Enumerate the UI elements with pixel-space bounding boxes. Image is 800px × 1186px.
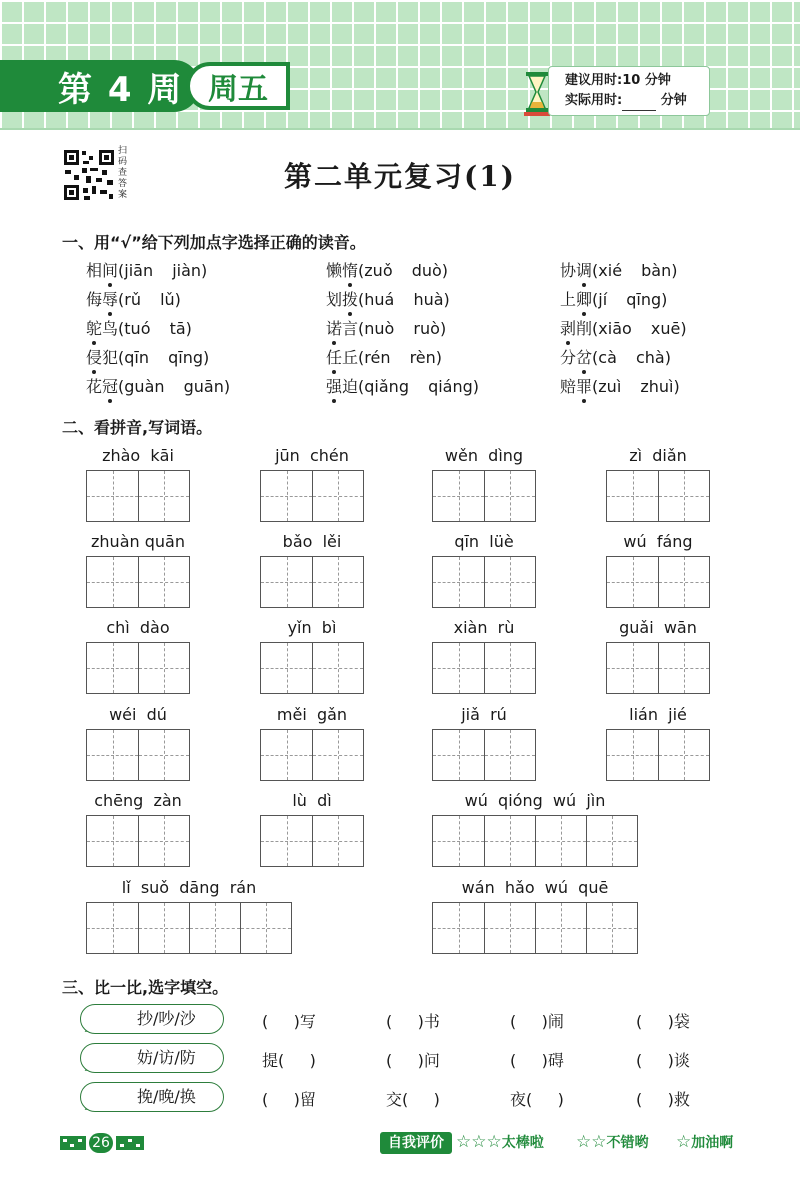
writing-cell[interactable] xyxy=(240,903,291,953)
writing-cell[interactable] xyxy=(535,903,586,953)
pronunciation-item[interactable] xyxy=(86,345,209,368)
fill-blank[interactable]: ( )闹 xyxy=(510,1012,564,1031)
page-number-badge xyxy=(60,1132,144,1154)
pinyin-label: lián jié xyxy=(629,705,687,724)
pronunciation-item[interactable] xyxy=(86,316,192,339)
pronunciation-item[interactable] xyxy=(86,374,230,397)
eval-level-2-label: 不错哟 xyxy=(606,1135,649,1151)
writing-grid[interactable] xyxy=(432,729,536,781)
writing-grid[interactable] xyxy=(86,729,190,781)
writing-cell[interactable] xyxy=(189,903,240,953)
pinyin-options[interactable]: (xié bàn) xyxy=(592,261,678,280)
writing-cell[interactable] xyxy=(138,730,189,780)
word-suffix: 削 xyxy=(576,319,593,338)
fill-blank[interactable]: 提( ) xyxy=(262,1051,316,1070)
writing-cell[interactable] xyxy=(607,730,658,780)
writing-cell[interactable] xyxy=(138,816,189,866)
star-icon: ☆☆☆ xyxy=(456,1132,502,1152)
word-suffix: 鸟 xyxy=(102,319,119,338)
pinyin-options[interactable]: (qīn qīng) xyxy=(118,348,210,367)
pronunciation-item[interactable] xyxy=(86,287,181,310)
writing-cell[interactable] xyxy=(484,643,535,693)
pinyin-label: chì dào xyxy=(106,618,170,637)
pinyin-label: jiǎ rú xyxy=(461,705,507,724)
writing-grid[interactable] xyxy=(86,470,190,522)
pinyin-label: wú qióng wú jìn xyxy=(464,791,606,810)
writing-cell[interactable] xyxy=(312,730,363,780)
writing-grid[interactable] xyxy=(260,556,364,608)
pinyin-label: yǐn bì xyxy=(287,618,337,637)
writing-cell[interactable] xyxy=(312,471,363,521)
writing-grid[interactable] xyxy=(432,815,638,867)
word-prefix: 分 xyxy=(560,348,577,367)
writing-grid[interactable] xyxy=(606,729,710,781)
fill-blank[interactable]: ( )救 xyxy=(636,1090,690,1109)
eval-level-3-label: 加油啊 xyxy=(691,1135,734,1151)
dotted-char: 诺 xyxy=(326,316,342,339)
dotted-char: 任 xyxy=(326,345,342,368)
pronunciation-item[interactable] xyxy=(560,316,687,339)
writing-cell[interactable] xyxy=(535,816,586,866)
fill-blank[interactable]: ( )写 xyxy=(262,1012,316,1031)
writing-grid[interactable] xyxy=(86,902,292,954)
word-prefix: 赔 xyxy=(560,377,577,396)
dotted-char: 侵 xyxy=(86,345,102,368)
writing-cell[interactable] xyxy=(261,557,312,607)
char-options: 妨/访/防 xyxy=(80,1043,224,1073)
writing-grid[interactable] xyxy=(432,902,638,954)
char-options: 挽/晚/换 xyxy=(80,1082,224,1112)
writing-cell[interactable] xyxy=(484,903,535,953)
char-options: 抄/吵/沙 xyxy=(80,1004,224,1034)
dotted-char: 卿 xyxy=(576,287,592,310)
pinyin-label: qīn lüè xyxy=(454,532,514,551)
actual-time-blank[interactable] xyxy=(622,97,656,111)
writing-cell[interactable] xyxy=(87,730,138,780)
pronunciation-item[interactable] xyxy=(326,345,442,368)
word-prefix: 花 xyxy=(86,377,103,396)
writing-cell[interactable] xyxy=(312,816,363,866)
writing-cell[interactable] xyxy=(607,643,658,693)
actual-time-label: 实际用时: xyxy=(565,93,623,108)
pinyin-options[interactable]: (qiǎng qiáng) xyxy=(358,377,480,396)
hourglass-icon xyxy=(524,72,550,116)
writing-cell[interactable] xyxy=(433,903,484,953)
fill-blank[interactable]: ( )书 xyxy=(386,1012,440,1031)
actual-time-unit: 分钟 xyxy=(660,93,687,108)
pinyin-options[interactable]: (jí qīng) xyxy=(592,290,668,309)
writing-cell[interactable] xyxy=(138,557,189,607)
pinyin-options[interactable]: (nuò ruò) xyxy=(358,319,447,338)
pinyin-options[interactable]: (tuó tā) xyxy=(118,319,192,338)
writing-cell[interactable] xyxy=(87,471,138,521)
pinyin-label: lù dì xyxy=(292,791,332,810)
time-box xyxy=(548,66,710,116)
dotted-char: 鸵 xyxy=(86,316,102,339)
writing-cell[interactable] xyxy=(87,643,138,693)
eval-level-3[interactable] xyxy=(676,1132,733,1152)
writing-cell[interactable] xyxy=(484,557,535,607)
pinyin-label: wéi dú xyxy=(109,705,167,724)
writing-grid[interactable] xyxy=(86,642,190,694)
pinyin-label: bǎo lěi xyxy=(282,532,342,551)
writing-cell[interactable] xyxy=(87,816,138,866)
dotted-char: 岔 xyxy=(576,345,592,368)
star-icon: ☆ xyxy=(676,1132,692,1152)
qr-caption: 扫码查答案 xyxy=(118,146,128,200)
pinyin-options[interactable]: (zuǒ duò) xyxy=(358,261,449,280)
pinyin-label: wěn dìng xyxy=(444,446,524,465)
pronunciation-item[interactable] xyxy=(326,316,446,339)
word-suffix: 迫 xyxy=(342,377,359,396)
writing-grid[interactable] xyxy=(86,815,190,867)
section3-title: 三、比一比,选字填空。 xyxy=(62,978,229,997)
pronunciation-item[interactable] xyxy=(560,258,677,281)
section1-title: 一、用“√”给下列加点字选择正确的读音。 xyxy=(62,233,366,252)
pronunciation-item[interactable] xyxy=(326,258,448,281)
page-number: 26 xyxy=(89,1133,113,1153)
writing-cell[interactable] xyxy=(433,643,484,693)
fill-blank[interactable]: ( )问 xyxy=(386,1051,440,1070)
eval-level-1-label: 太棒啦 xyxy=(501,1135,544,1151)
dotted-char: 辱 xyxy=(102,287,118,310)
word-prefix: 相 xyxy=(86,261,103,280)
pinyin-label: xiàn rù xyxy=(453,618,515,637)
writing-cell[interactable] xyxy=(586,816,637,866)
dotted-char: 惰 xyxy=(342,258,358,281)
writing-cell[interactable] xyxy=(658,557,709,607)
pinyin-options[interactable]: (xiāo xuē) xyxy=(592,319,687,338)
word-prefix: 上 xyxy=(560,290,577,309)
writing-cell[interactable] xyxy=(658,643,709,693)
word-prefix: 懒 xyxy=(326,261,343,280)
pronunciation-item[interactable] xyxy=(560,345,671,368)
writing-cell[interactable] xyxy=(586,903,637,953)
pinyin-options[interactable]: (zuì zhuì) xyxy=(592,377,680,396)
word-suffix: 言 xyxy=(342,319,359,338)
writing-grid[interactable] xyxy=(432,470,536,522)
writing-grid[interactable] xyxy=(606,556,710,608)
word-suffix: 犯 xyxy=(102,348,119,367)
dotted-char: 剥 xyxy=(560,316,576,339)
dotted-char: 冠 xyxy=(102,374,118,397)
dotted-char: 强 xyxy=(326,374,342,397)
dotted-char: 间 xyxy=(102,258,118,281)
writing-cell[interactable] xyxy=(433,730,484,780)
pronunciation-item[interactable] xyxy=(326,287,450,310)
writing-cell[interactable] xyxy=(484,730,535,780)
writing-cell[interactable] xyxy=(87,557,138,607)
pinyin-label: wú fáng xyxy=(623,532,693,551)
writing-cell[interactable] xyxy=(607,471,658,521)
dotted-char: 调 xyxy=(576,258,592,281)
writing-grid[interactable] xyxy=(260,815,364,867)
writing-cell[interactable] xyxy=(484,816,535,866)
pinyin-label: wán hǎo wú quē xyxy=(461,878,609,897)
word-suffix: 丘 xyxy=(342,348,359,367)
word-prefix: 划 xyxy=(326,290,343,309)
word-prefix: 侮 xyxy=(86,290,103,309)
writing-cell[interactable] xyxy=(261,643,312,693)
word-prefix: 协 xyxy=(560,261,577,280)
pronunciation-item[interactable] xyxy=(560,374,680,397)
writing-grid[interactable] xyxy=(606,642,710,694)
pinyin-label: chēng zàn xyxy=(94,791,182,810)
pinyin-label: jūn chén xyxy=(275,446,349,465)
pinyin-label: zhuàn quān xyxy=(91,532,185,551)
week-label: 第 4 周 xyxy=(0,60,200,112)
pinyin-options[interactable]: (jiān jiàn) xyxy=(118,261,208,280)
pinyin-label: zì diǎn xyxy=(629,446,687,465)
eval-level-1[interactable] xyxy=(456,1132,544,1152)
pronunciation-item[interactable] xyxy=(560,287,667,310)
pinyin-label: guǎi wān xyxy=(619,618,697,637)
dotted-char: 罪 xyxy=(576,374,592,397)
writing-cell[interactable] xyxy=(138,471,189,521)
fill-blank[interactable]: ( )留 xyxy=(262,1090,316,1109)
fill-blank[interactable]: ( )袋 xyxy=(636,1012,690,1031)
writing-cell[interactable] xyxy=(658,471,709,521)
writing-grid[interactable] xyxy=(606,470,710,522)
writing-grid[interactable] xyxy=(260,729,364,781)
writing-cell[interactable] xyxy=(312,643,363,693)
writing-cell[interactable] xyxy=(261,816,312,866)
self-eval-label: 自我评价 xyxy=(380,1132,452,1154)
writing-cell[interactable] xyxy=(138,643,189,693)
pinyin-options[interactable]: (cà chà) xyxy=(592,348,671,367)
writing-cell[interactable] xyxy=(484,471,535,521)
writing-cell[interactable] xyxy=(433,816,484,866)
writing-grid[interactable] xyxy=(86,556,190,608)
writing-grid[interactable] xyxy=(432,642,536,694)
pinyin-options[interactable]: (guàn guān) xyxy=(118,377,231,396)
pinyin-options[interactable]: (rén rèn) xyxy=(358,348,443,367)
pinyin-options[interactable]: (rǔ lǔ) xyxy=(118,290,181,309)
writing-grid[interactable] xyxy=(260,470,364,522)
star-icon: ☆☆ xyxy=(576,1132,607,1152)
writing-grid[interactable] xyxy=(260,642,364,694)
fill-blank[interactable]: 交( ) xyxy=(386,1090,440,1109)
dotted-char: 拨 xyxy=(342,287,358,310)
section2-title: 二、看拼音,写词语。 xyxy=(62,418,213,437)
writing-grid[interactable] xyxy=(432,556,536,608)
writing-cell[interactable] xyxy=(607,557,658,607)
page-title: 第二单元复习(1) xyxy=(284,160,516,193)
day-label: 周五 xyxy=(186,62,290,110)
writing-cell[interactable] xyxy=(261,730,312,780)
writing-cell[interactable] xyxy=(138,903,189,953)
writing-cell[interactable] xyxy=(261,471,312,521)
pronunciation-item[interactable] xyxy=(326,374,479,397)
suggest-time-label: 建议用时: xyxy=(565,73,623,88)
pinyin-label: měi gǎn xyxy=(276,705,348,724)
fill-blank[interactable]: ( )谈 xyxy=(636,1051,690,1070)
writing-cell[interactable] xyxy=(433,471,484,521)
eval-level-2[interactable] xyxy=(576,1132,648,1152)
writing-cell[interactable] xyxy=(658,730,709,780)
fill-blank[interactable]: 夜( ) xyxy=(510,1090,564,1109)
writing-cell[interactable] xyxy=(433,557,484,607)
pronunciation-item[interactable] xyxy=(86,258,207,281)
pinyin-label: zhào kāi xyxy=(102,446,174,465)
fill-blank[interactable]: ( )碍 xyxy=(510,1051,564,1070)
writing-cell[interactable] xyxy=(312,557,363,607)
pinyin-label: lǐ suǒ dāng rán xyxy=(121,878,257,897)
writing-cell[interactable] xyxy=(87,903,138,953)
suggest-time-value: 10 分钟 xyxy=(622,73,671,88)
pinyin-options[interactable]: (huá huà) xyxy=(358,290,450,309)
